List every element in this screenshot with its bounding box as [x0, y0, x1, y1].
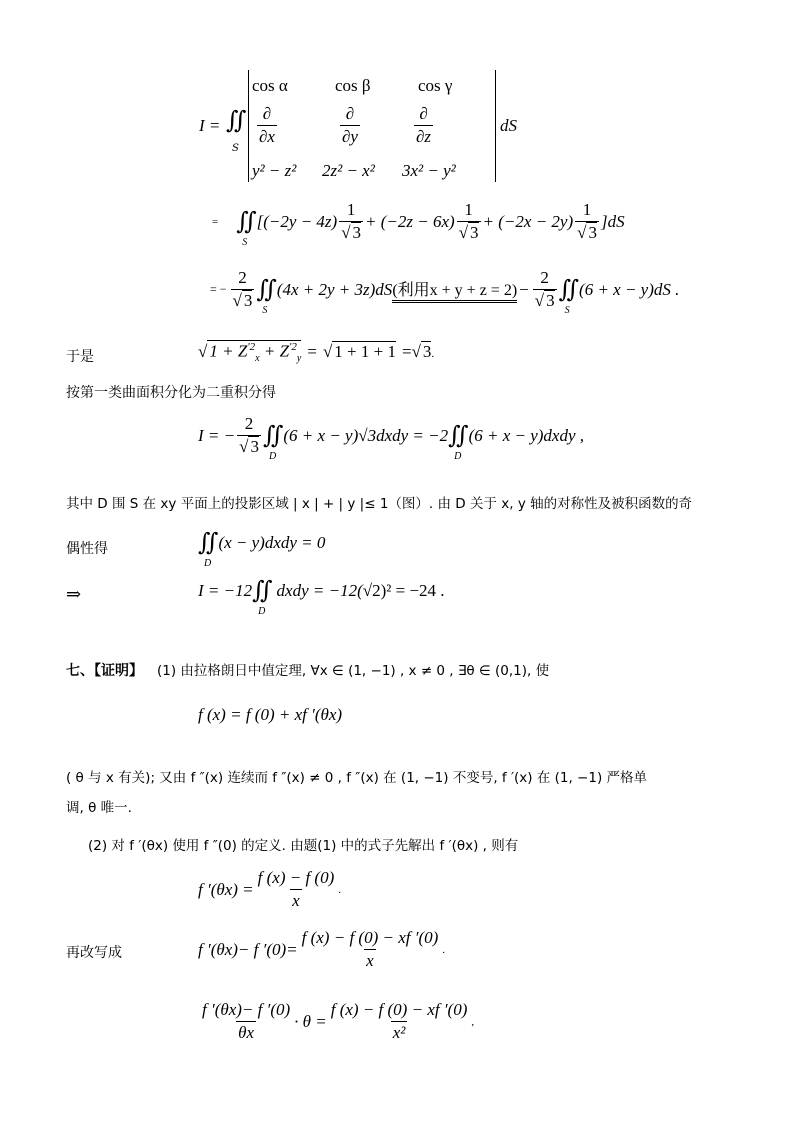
- section-7-text: (1) 由拉格朗日中值定理, ∀x ∈ (1, −1) , x ≠ 0 , ∃θ ∈ (0,1), 使: [157, 663, 550, 679]
- det-r1c2: cos β: [335, 76, 371, 95]
- equation-f: f (x) = f (0) + xf ′(θx): [198, 705, 343, 724]
- dS: dS: [500, 116, 517, 135]
- det-r1c3: cos γ: [418, 76, 453, 95]
- section-7-heading-line: [66, 659, 549, 680]
- equation-line-8: ∬ D (x − y)dxdy = 0: [198, 530, 326, 569]
- det-r1c1: cos α: [252, 76, 288, 95]
- det-r3c2: 2z² − x²: [322, 161, 375, 180]
- label-yushi: 于是: [66, 349, 94, 365]
- text-line-7: 其中 D 围 S 在 xy 平面上的投影区域 | x | + | y |≤ 1（图）. 由 D 关于 x, y 轴的对称性及被积函数的奇: [66, 496, 693, 512]
- equation-line-3: = − $\frac{2}{√ 3}$ ∬ S (4x + 2y + 3z)dS (利用x + y + z = 2) − $\frac{2}{√ 3}$ ∬ S (6 + x − y)dS .: [210, 268, 680, 316]
- det-r2c1: $\frac{\partial}{\partial x}$: [259, 104, 275, 146]
- equation-line-4: √ $1 + Z^{'2}_x + Z^{'2}_y$ = √ 1 + 1 + 1 = √ 3 .: [198, 341, 435, 365]
- equation-line-9: I = −12 ∬ D dxdy = −12( √ 2)² = −24 .: [198, 578, 445, 617]
- double-integral-sign: ∬: [236, 209, 257, 235]
- section-7-head: 七、【证明】: [66, 663, 143, 679]
- det-r3c1: y² − z²: [252, 161, 297, 180]
- paragraph-1-line-b: 调, θ 唯一.: [66, 800, 132, 816]
- equation-k: $\frac{f '(\theta x)- f '(0)}{\theta x}$ · θ = $\frac{f (x) - f (0) - xf '(0)}{\text{x²}}$ ,: [202, 1000, 475, 1042]
- equation-line-2: = ∬ S [(−2y − 4z) $\frac{1}{√ 3}$ + (−2z − 6x) $\frac{1}{√ 3}$ + (−2x − 2y) $\frac{1}{√ 3}$ ]dS: [212, 200, 625, 248]
- equation-line-6: I = − $\frac{2}{√ 3}$ ∬ D (6 + x − y) √ 3dxdy = −2 ∬ D (6 + x − y)dxdy ,: [198, 414, 585, 462]
- I-lhs: I =: [199, 116, 221, 135]
- det-r2c2: $\frac{\partial}{\partial y}$: [342, 104, 358, 146]
- integral-domain-S: S: [232, 143, 239, 154]
- det-r3c3: 3x² − y²: [402, 161, 456, 180]
- equation-g: f ′(θx) = $\frac{f (x) - f (0)}{x}$ .: [198, 868, 341, 910]
- label-zaigaixiecheng: 再改写成: [66, 945, 122, 961]
- label-oushi: 偶性得: [66, 541, 108, 557]
- text-line-5: 按第一类曲面积分化为二重积分得: [66, 385, 276, 401]
- double-integral-sign: ∬: [226, 108, 247, 134]
- paragraph-1-line-a: ( θ 与 x 有关); 又由 f ″(x) 连续而 f ″(x) ≠ 0 , f ″(x) 在 (1, −1) 不变号, f ′(x) 在 (1, −1) 严格单: [66, 770, 648, 786]
- implies-arrow: ⇒: [66, 584, 82, 604]
- paragraph-2: (2) 对 f ′(θx) 使用 f ″(0) 的定义. 由题(1) 中的式子先解出 f ′(θx) , 则有: [88, 838, 519, 854]
- det-r2c3: $\frac{\partial}{\partial z}$: [416, 104, 432, 146]
- det-left-bar: [248, 70, 249, 182]
- equation-h: f ′(θx)− f ′(0)= $\frac{f (x) - f (0) - xf '(0)}{x}$ .: [198, 928, 446, 970]
- det-right-bar: [495, 70, 496, 182]
- underlined-condition: (利用x + y + z = 2): [392, 277, 517, 303]
